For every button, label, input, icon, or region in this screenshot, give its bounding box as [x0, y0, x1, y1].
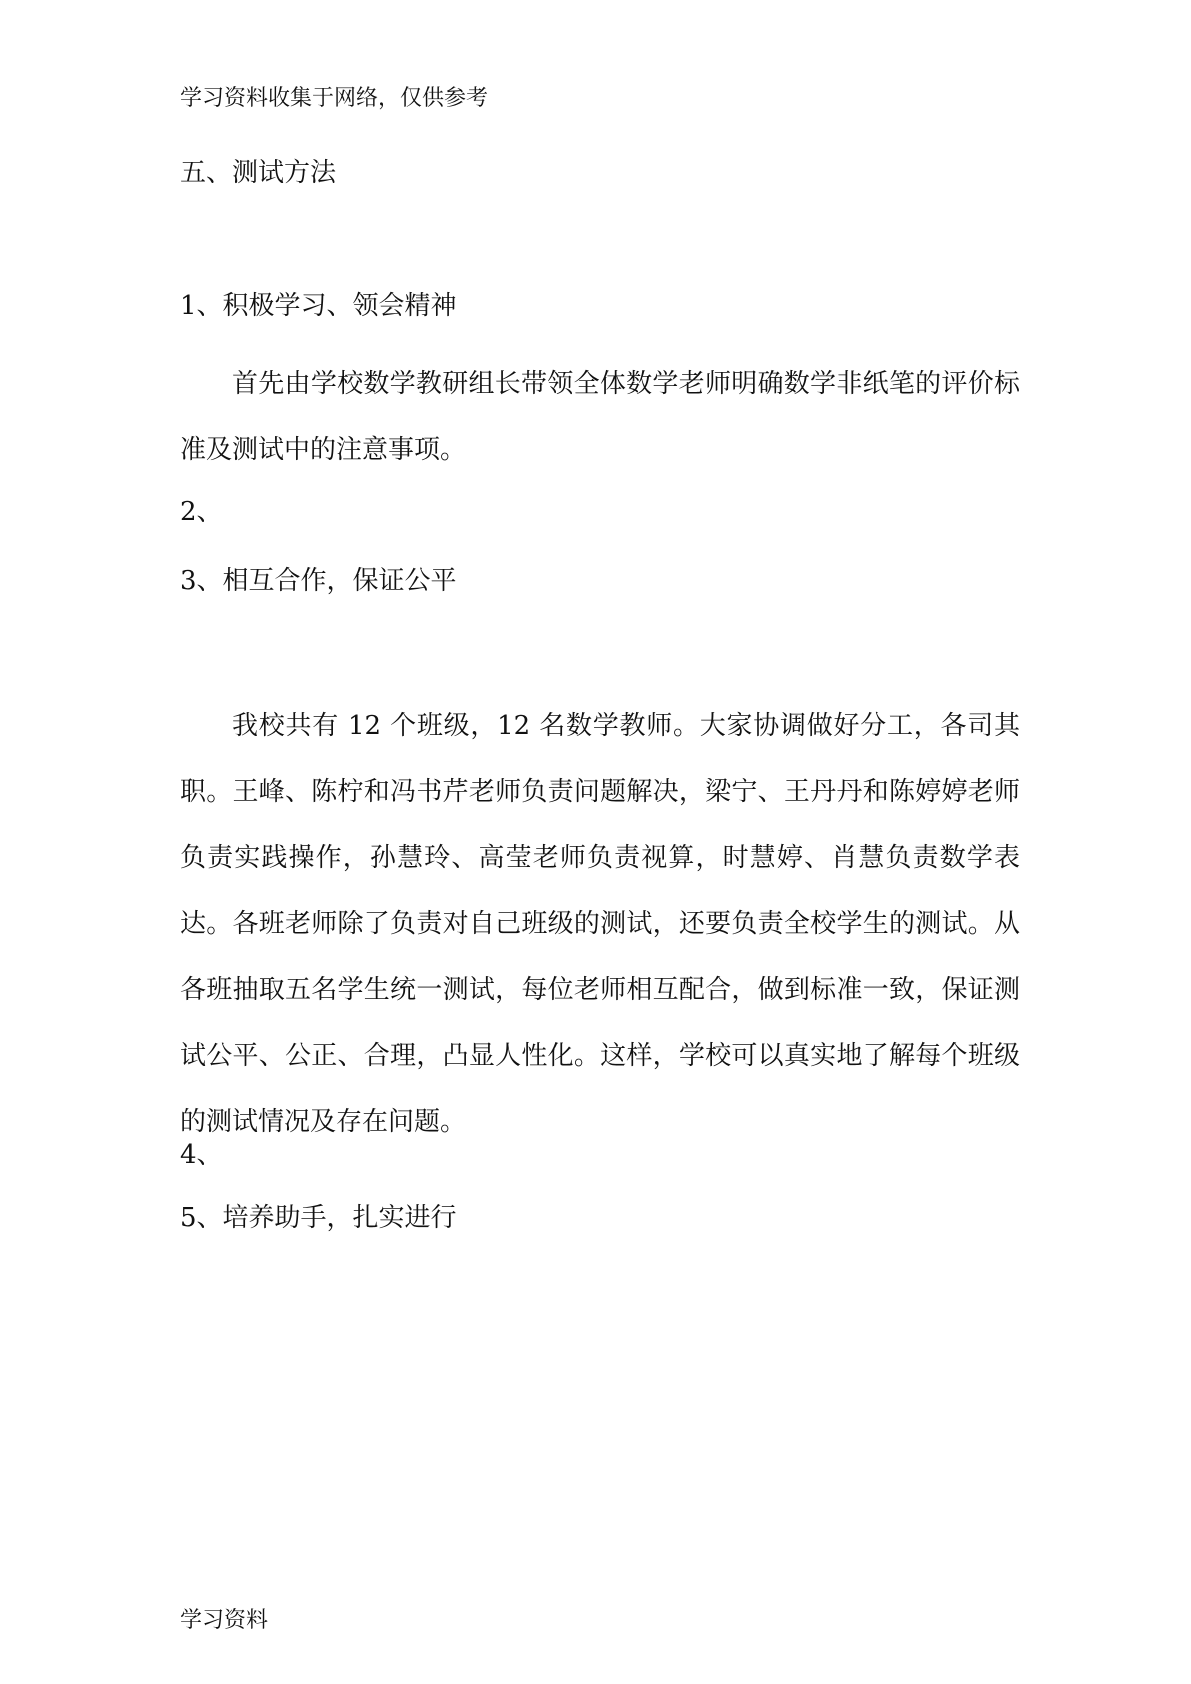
footer-note: 学习资料 — [180, 1608, 269, 1633]
item-heading-4: 4、 — [180, 1140, 223, 1170]
item-paragraph-3: 我校共有 12 个班级，12 名数学教师。大家协调做好分工，各司其职。王峰、陈柠和冯书芹老师负责问题解决，梁宁、王丹丹和陈婷婷老师负责实践操作，孙慧玲、高莹老师负责视算，时慧婷、肖慧负责数学表达。各班老师除了负责对自己班级的测试，还要负责全校学生的测试。从各班抽取五名学生统一测试，每位老师相互配合，做到标准一致，保证测试公平、公正、合理，凸显人性化。这样，学校可以真实地了解每个班级的测试情况及存在问题。 — [180, 711, 1020, 1137]
item-heading-2: 2、 — [180, 497, 223, 527]
item-heading-1: 1、积极学习、领会精神 — [180, 291, 457, 321]
item-paragraph-1: 首先由学校数学教研组长带领全体数学老师明确数学非纸笔的评价标准及测试中的注意事项。 — [180, 369, 1020, 465]
item-heading-3: 3、相互合作，保证公平 — [180, 566, 457, 596]
header-note: 学习资料收集于网络，仅供参考 — [180, 86, 489, 111]
section-title: 五、测试方法 — [180, 158, 337, 188]
item-heading-5: 5、培养助手，扎实进行 — [180, 1203, 457, 1233]
